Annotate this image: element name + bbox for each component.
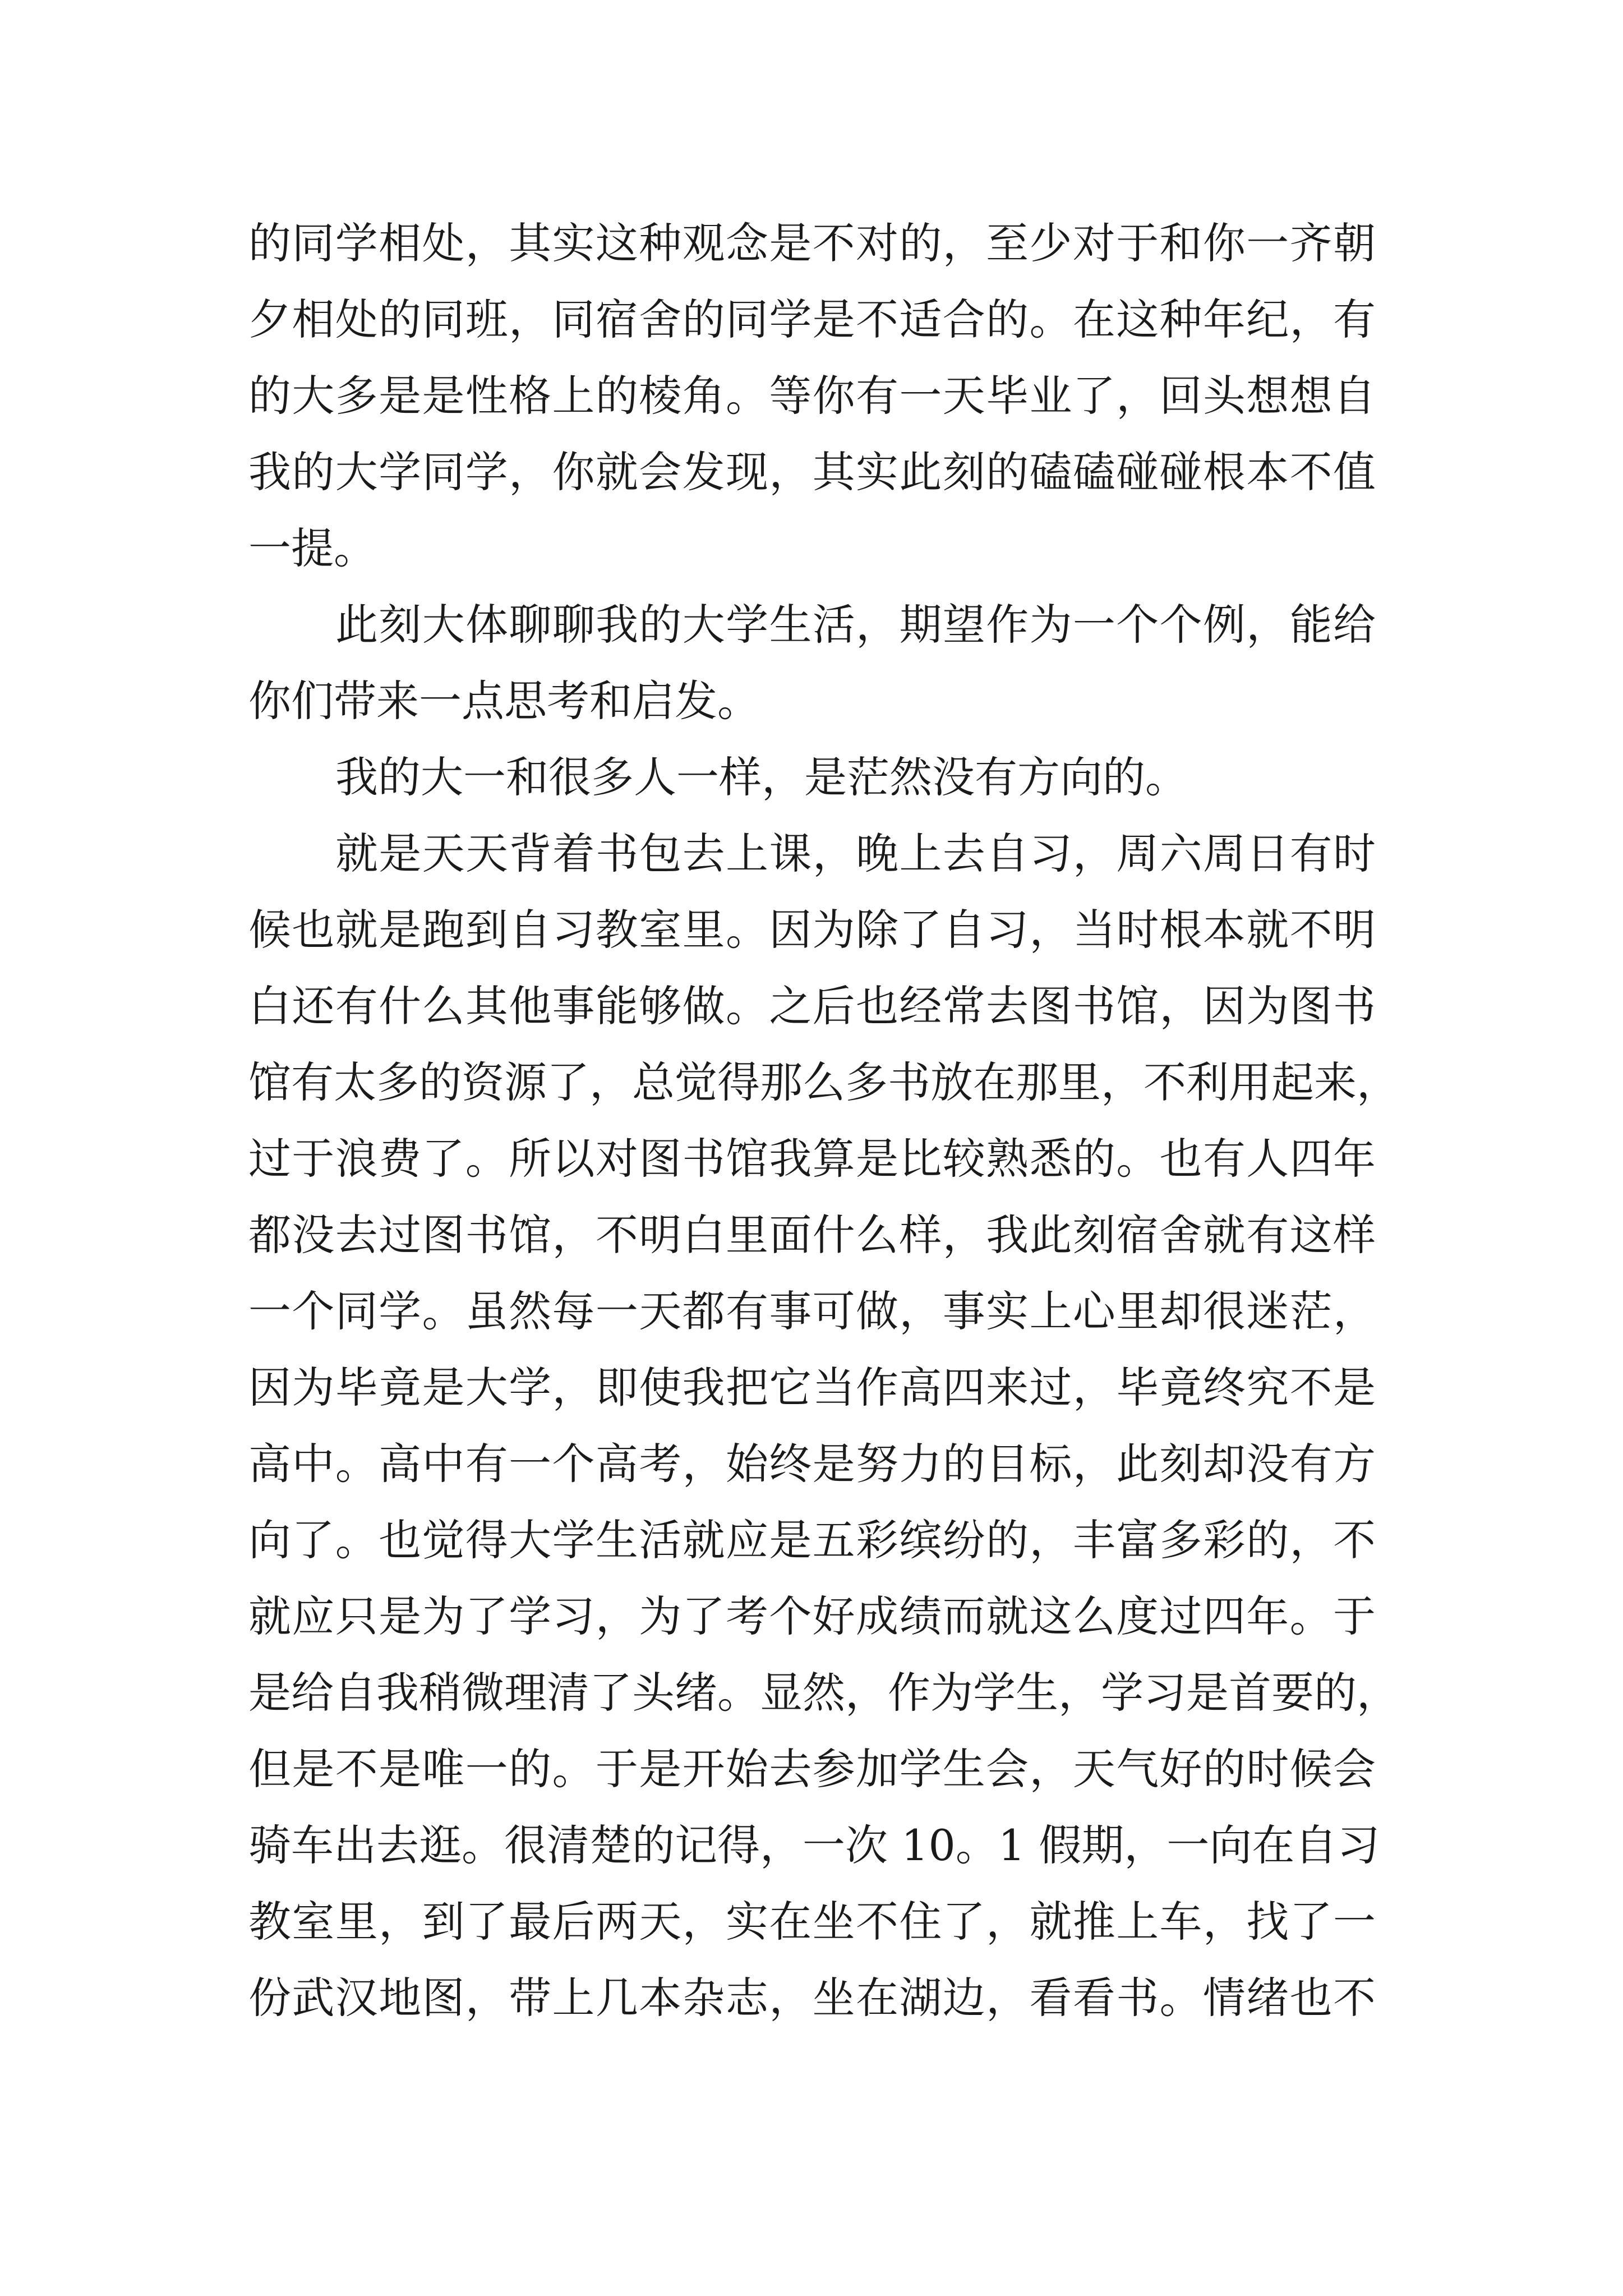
text-line: 就是天天背着书包去上课，晚上去自习，周六周日有时 bbox=[335, 829, 1376, 878]
text-line: 骑车出去逛。很清楚的记得，一次 10。1 假期，一向在自习 bbox=[248, 1820, 1380, 1870]
text-line: 的同学相处，其实这种观念是不对的，至少对于和你一齐朝 bbox=[248, 218, 1376, 268]
text-line: 馆有太多的资源了，总觉得那么多书放在那里，不利用起来， bbox=[248, 1057, 1399, 1107]
text-line: 夕相处的同班，同宿舍的同学是不适合的。在这种年纪，有 bbox=[248, 295, 1376, 344]
text-line: 就应只是为了学习，为了考个好成绩而就这么度过四年。于 bbox=[248, 1591, 1376, 1641]
text-line: 教室里，到了最后两天，实在坐不住了，就推上车，找了一 bbox=[248, 1897, 1376, 1947]
text-line: 份武汉地图，带上几本杂志，坐在湖边，看看书。情绪也不 bbox=[248, 1973, 1376, 2023]
text-line: 高中。高中有一个高考，始终是努力的目标，此刻却没有方 bbox=[248, 1439, 1376, 1489]
text-line: 过于浪费了。所以对图书馆我算是比较熟悉的。也有人四年 bbox=[248, 1134, 1376, 1184]
text-line: 此刻大体聊聊我的大学生活，期望作为一个个例，能给 bbox=[335, 600, 1376, 650]
text-line: 我的大学同学，你就会发现，其实此刻的磕磕碰碰根本不值 bbox=[248, 447, 1376, 497]
text-line: 都没去过图书馆，不明白里面什么样，我此刻宿舍就有这样 bbox=[248, 1210, 1376, 1260]
text-line: 向了。也觉得大学生活就应是五彩缤纷的，丰富多彩的，不 bbox=[248, 1515, 1376, 1565]
text-line: 你们带来一点思考和启发。 bbox=[248, 676, 760, 726]
text-line: 是给自我稍微理清了头绪。显然，作为学生，学习是首要的， bbox=[248, 1668, 1399, 1718]
body-text bbox=[248, 205, 1399, 2036]
text-line: 的大多是是性格上的棱角。等你有一天毕业了，回头想想自 bbox=[248, 371, 1376, 421]
text-line: 一提。 bbox=[248, 523, 376, 573]
text-line: 因为毕竟是大学，即使我把它当作高四来过，毕竟终究不是 bbox=[248, 1363, 1376, 1412]
text-line: 我的大一和很多人一样，是茫然没有方向的。 bbox=[335, 752, 1188, 802]
text-line: 候也就是跑到自习教室里。因为除了自习，当时根本就不明 bbox=[248, 905, 1376, 955]
text-line: 一个同学。虽然每一天都有事可做，事实上心里却很迷茫， bbox=[248, 1286, 1376, 1336]
text-line: 但是不是唯一的。于是开始去参加学生会，天气好的时候会 bbox=[248, 1744, 1376, 1794]
text-line: 白还有什么其他事能够做。之后也经常去图书馆，因为图书 bbox=[248, 981, 1376, 1031]
